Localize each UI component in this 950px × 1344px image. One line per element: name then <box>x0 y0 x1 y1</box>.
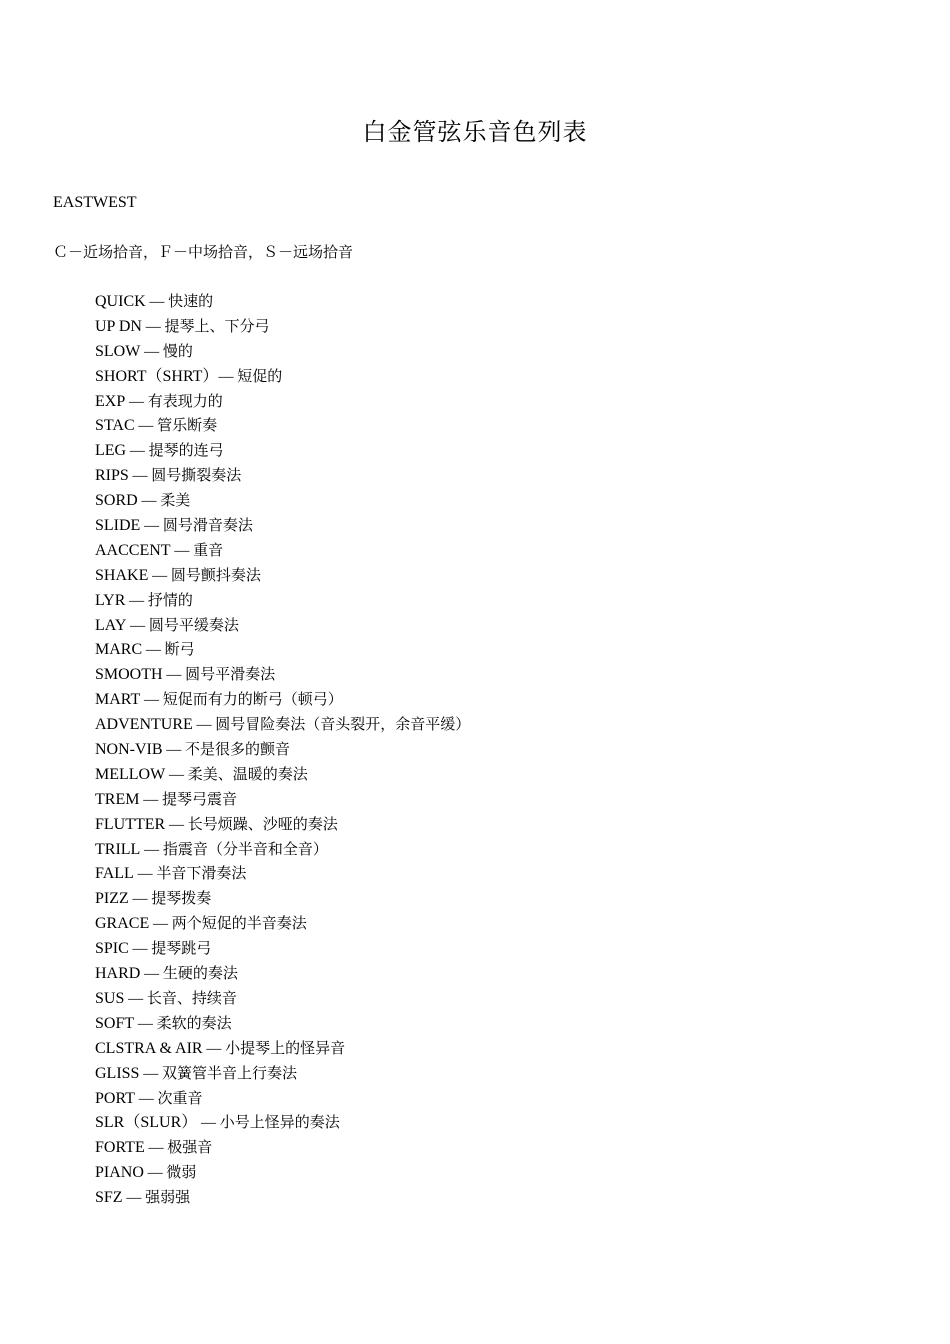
term-name: SLIDE <box>95 517 141 535</box>
term-name: PIANO <box>95 1164 144 1182</box>
term-row <box>95 291 470 316</box>
term-row <box>95 888 470 913</box>
term-row <box>95 1088 470 1113</box>
term-row <box>95 415 470 440</box>
term-separator: — <box>141 318 165 335</box>
term-separator: — <box>128 891 152 908</box>
term-name: GLISS <box>95 1064 140 1082</box>
term-definition: 圆号滑音奏法 <box>162 518 253 535</box>
term-separator: — <box>128 941 152 958</box>
term-separator: — <box>162 667 186 684</box>
term-separator: — <box>142 642 165 659</box>
term-separator: — <box>148 567 171 584</box>
term-name: MELLOW <box>95 765 166 783</box>
term-row <box>95 590 470 615</box>
term-row <box>95 540 470 565</box>
term-separator: — <box>126 617 149 634</box>
term-row <box>95 1013 470 1038</box>
term-definition: 长号烦躁、沙哑的奏法 <box>187 816 338 833</box>
term-definition: 圆号颤抖奏法 <box>170 567 261 584</box>
term-name: SFZ <box>95 1189 123 1207</box>
term-definition: 提琴上、下分弓 <box>164 318 270 335</box>
term-row <box>95 565 470 590</box>
term-row <box>95 1038 470 1063</box>
term-definition: 重音 <box>193 542 224 559</box>
term-definition: 双簧管半音上行奏法 <box>161 1065 297 1082</box>
term-name: SMOOTH <box>95 666 163 684</box>
term-name: EXP <box>95 392 126 410</box>
term-name: HARD <box>95 965 141 983</box>
term-separator: — <box>165 816 188 833</box>
term-row <box>95 1112 470 1137</box>
term-definition: 圆号冒险奏法（音头裂开，余音平缓） <box>215 717 471 734</box>
term-name: PIZZ <box>95 890 129 908</box>
term-definition: 短促而有力的断弓（顿弓） <box>162 692 343 709</box>
term-separator: — <box>192 717 216 734</box>
term-definition: 半音下滑奏法 <box>156 866 247 883</box>
term-name: PORT <box>95 1089 135 1107</box>
term-name: SLR（SLUR） <box>95 1114 198 1132</box>
term-row <box>95 814 470 839</box>
term-definition: 圆号平缓奏法 <box>148 617 239 634</box>
term-name: SORD <box>95 492 138 510</box>
term-definition: 不是很多的颤音 <box>185 742 291 759</box>
term-row <box>95 988 470 1013</box>
mic-position-legend: Ｃ－近场拾音，Ｆ－中场拾音，Ｓ－远场拾音 <box>53 245 354 261</box>
term-separator: — <box>140 692 163 709</box>
term-definition: 提琴的连弓 <box>148 443 224 460</box>
term-row <box>95 515 470 540</box>
term-row <box>95 639 470 664</box>
term-row <box>95 664 470 689</box>
term-name: QUICK <box>95 293 146 310</box>
term-definition: 短促的 <box>237 368 283 385</box>
term-row <box>95 1162 470 1187</box>
term-separator: — <box>125 393 148 410</box>
term-separator: — <box>124 990 147 1007</box>
term-separator: — <box>170 542 194 559</box>
term-row <box>95 789 470 814</box>
term-separator: — <box>218 368 238 385</box>
term-definition: 管乐断奏 <box>157 418 218 435</box>
term-row <box>95 913 470 938</box>
term-row <box>95 714 470 739</box>
term-separator: — <box>125 592 148 609</box>
term-definition: 柔美、温暖的奏法 <box>187 766 308 783</box>
term-separator: — <box>126 443 149 460</box>
term-row <box>95 938 470 963</box>
term-definition: 生硬的奏法 <box>162 966 238 983</box>
term-separator: — <box>133 866 157 883</box>
term-definition: 慢的 <box>162 343 193 360</box>
term-row <box>95 764 470 789</box>
term-row <box>95 863 470 888</box>
term-separator: — <box>140 518 163 535</box>
term-name: SHORT（SHRT） <box>95 367 219 385</box>
section-heading: EASTWEST <box>53 194 137 211</box>
term-definition: 提琴跳弓 <box>151 941 212 958</box>
term-definition: 抒情的 <box>147 592 193 609</box>
term-definition: 断弓 <box>164 642 195 659</box>
term-name: MART <box>95 691 141 709</box>
term-name: UP DN <box>95 317 142 335</box>
term-name: TRILL <box>95 840 141 858</box>
page-title: 白金管弦乐音色列表 <box>362 120 588 146</box>
term-separator: — <box>140 343 163 360</box>
term-definition: 柔美 <box>160 493 191 510</box>
term-separator: — <box>122 1190 146 1207</box>
term-name: LYR <box>95 591 126 609</box>
term-row <box>95 465 470 490</box>
term-row <box>95 1187 470 1212</box>
term-separator: — <box>139 791 162 808</box>
term-name: SUS <box>95 989 125 1007</box>
term-name: SLOW <box>95 342 141 360</box>
term-row <box>95 689 470 714</box>
term-name: ADVENTURE <box>95 716 193 734</box>
term-row <box>95 839 470 864</box>
term-definition: 次重音 <box>157 1090 203 1107</box>
term-name: MARC <box>95 641 143 659</box>
term-row <box>95 341 470 366</box>
term-separator: — <box>162 742 186 759</box>
term-definition: 微弱 <box>166 1165 197 1182</box>
term-name: LEG <box>95 442 127 460</box>
term-row <box>95 963 470 988</box>
term-name: SOFT <box>95 1014 135 1032</box>
term-name: TREM <box>95 790 140 808</box>
term-definition: 提琴弓震音 <box>161 791 237 808</box>
term-name: RIPS <box>95 467 129 485</box>
term-row <box>95 490 470 515</box>
term-separator: — <box>134 418 158 435</box>
term-definition: 圆号平滑奏法 <box>185 667 276 684</box>
term-name: FORTE <box>95 1139 145 1157</box>
term-separator: — <box>134 1090 158 1107</box>
term-separator: — <box>140 966 163 983</box>
term-definition: 小号上怪异的奏法 <box>219 1115 340 1132</box>
term-name: FLUTTER <box>95 815 166 833</box>
term-name: SHAKE <box>95 566 149 584</box>
term-separator: — <box>139 1065 162 1082</box>
term-row <box>95 366 470 391</box>
term-definition: 长音、持续音 <box>146 990 237 1007</box>
term-separator: — <box>134 1015 157 1032</box>
term-name: LAY <box>95 616 127 634</box>
term-separator: — <box>143 1165 167 1182</box>
term-row <box>95 440 470 465</box>
articulation-term-list <box>95 291 470 1212</box>
term-separator: — <box>165 766 188 783</box>
term-row <box>95 615 470 640</box>
term-name: GRACE <box>95 915 150 933</box>
term-definition: 提琴拨奏 <box>151 891 212 908</box>
term-name: NON-VIB <box>95 741 163 759</box>
term-definition: 指震音（分半音和全音） <box>162 841 328 858</box>
term-name: SPIC <box>95 940 129 958</box>
term-definition: 小提琴上的怪异音 <box>225 1040 346 1057</box>
term-row <box>95 1137 470 1162</box>
term-definition: 圆号撕裂奏法 <box>151 468 242 485</box>
term-separator: — <box>145 294 169 310</box>
term-separator: — <box>197 1115 220 1132</box>
term-row <box>95 739 470 764</box>
term-definition: 快速的 <box>168 294 214 310</box>
term-row <box>95 1063 470 1088</box>
term-name: STAC <box>95 417 135 435</box>
term-separator: — <box>137 493 161 510</box>
term-definition: 有表现力的 <box>147 393 223 410</box>
term-separator: — <box>202 1040 226 1057</box>
term-name: FALL <box>95 865 134 883</box>
term-separator: — <box>128 468 152 485</box>
term-row <box>95 391 470 416</box>
term-separator: — <box>144 1140 168 1157</box>
term-separator: — <box>140 841 163 858</box>
term-name: AACCENT <box>95 541 171 559</box>
term-row <box>95 316 470 341</box>
term-definition: 两个短促的半音奏法 <box>171 916 307 933</box>
term-definition: 强弱强 <box>145 1190 191 1207</box>
term-definition: 极强音 <box>167 1140 213 1157</box>
term-definition: 柔软的奏法 <box>156 1015 232 1032</box>
term-separator: — <box>149 916 172 933</box>
term-name: CLSTRA & AIR <box>95 1039 203 1057</box>
